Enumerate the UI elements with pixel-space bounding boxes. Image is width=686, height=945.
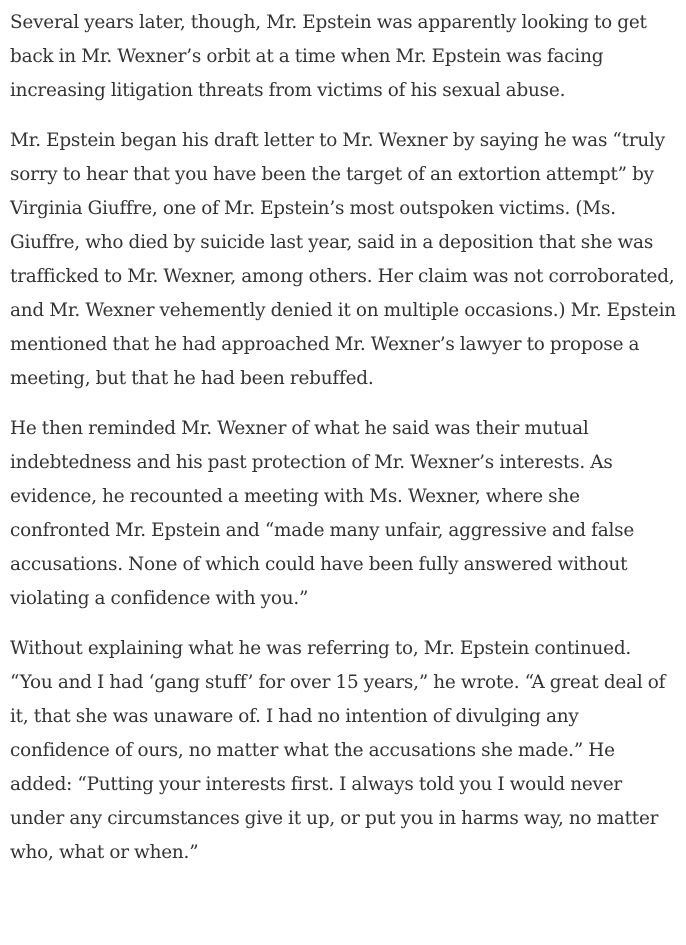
article-paragraph: Mr. Epstein began his draft letter to Mr. Wexner by saying he was “truly sorry to hear that you have been the target of an extortion attempt” by Virginia Giuffre, one of Mr. Epstein’s most outspoken victims. (Ms. Giuffre, who died by suicide last year, said in a deposition that she was trafficked to Mr. Wexner, among others. Her claim was not corroborated, and Mr. Wexner vehemently denied it on multiple occasions.) Mr. Epstein mentioned that he had approached Mr. Wexner’s lawyer to propose a meeting, but that he had been rebuffed. [10, 130, 676, 389]
article-paragraph: Without explaining what he was referring to, Mr. Epstein continued. “You and I had ‘gang stuff’ for over 15 years,” he wrote. “A great deal of it, that she was unaware of. I had no intention of divulging any confidence of ours, no matter what the accusations she made.” He added: “Putting your interests first. I always told you I would never under any circumstances give it up, or put you in harms way, no matter who, what or when.” [10, 638, 666, 863]
article-paragraph: Several years later, though, Mr. Epstein was apparently looking to get back in Mr. Wexner’s orbit at a time when Mr. Epstein was facing increasing litigation threats from victims of his sexual abuse. [10, 12, 647, 101]
article-paragraph: He then reminded Mr. Wexner of what he said was their mutual indebtedness and his past protection of Mr. Wexner’s interests. As evidence, he recounted a meeting with Ms. Wexner, where she confronted Mr. Epstein and “made many unfair, aggressive and false accusations. None of which could have been fully answered without violating a confidence with you.” [10, 418, 635, 609]
